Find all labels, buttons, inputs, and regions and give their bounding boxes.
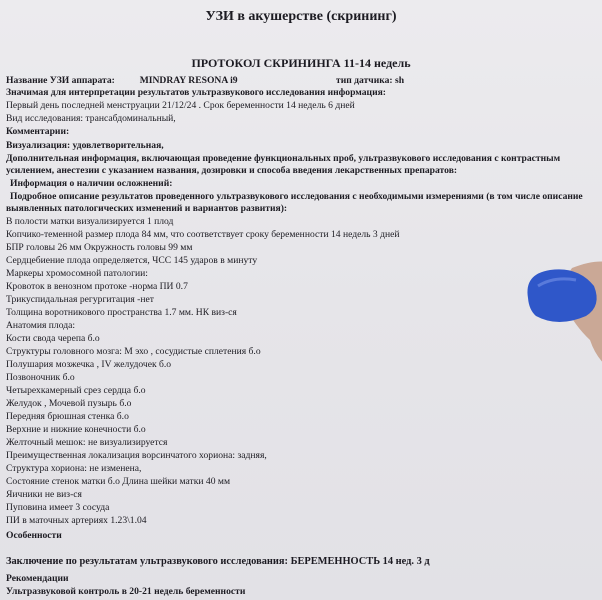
uterus-walls-line: Состояние стенок матки б.о Длина шейки матки 40 мм (6, 476, 231, 487)
detailed-description-line-1: Подробное описание результатов проведенного ультразвукового исследования с необходимыми измерениями (в том числе описание (10, 191, 583, 202)
device-row (6, 75, 238, 87)
recommendation-line: Ультразвуковой контроль в 20-21 недель беременности (6, 586, 246, 597)
protocol-title: ПРОТОКОЛ СКРИНИНГА 11-14 недель (191, 56, 411, 70)
detailed-description-line-2: выявленных патологических изменений и вариантов развития): (6, 203, 288, 214)
abdominal-wall-line: Передняя брюшная стенка б.о (6, 411, 129, 422)
umbilical-cord-line: Пуповина имеет 3 сосуда (6, 502, 110, 513)
limbs-line: Верхние и нижние конечности б.о (6, 424, 146, 435)
visualization-line: Визуализация: удовлетворительная, (6, 140, 164, 151)
additional-info-line-2: усилением, анестезии с указанием названия, дозировки и способа введения лекарственных препаратов: (6, 165, 458, 176)
cerebellum-line: Полушария мозжечка , IV желудочек б.о (6, 359, 172, 370)
additional-info-line-1: Дополнительная информация, включающая проведение функциональных проб, ультразвукового исследования с контрастным (6, 153, 561, 164)
markers-heading: Маркеры хромосомной патологии: (6, 268, 148, 279)
fetus-count: В полости матки визуализируется 1 плод (6, 216, 174, 227)
chorion-structure-line: Структура хориона: не изменена, (6, 463, 142, 474)
comments-heading: Комментарии: (6, 126, 70, 137)
skull-line: Кости свода черепа б.о (6, 333, 100, 344)
conclusion-line: Заключение по результатам ультразвукового исследования: БЕРЕМЕННОСТЬ 14 нед. 3 д (6, 556, 430, 567)
lmp-line: Первый день последней менструации 21/12/24 . Срок беременности 14 недель 6 дней (6, 100, 355, 111)
yolk-sac-line: Желточный мешок: не визуализируется (6, 437, 168, 448)
stomach-line: Желудок , Мочевой пузырь б.о (6, 398, 132, 409)
nt-line: Толщина воротникового пространства 1.7 мм. НК виз-ся (6, 307, 237, 318)
ductus-venosus-line: Кровоток в венозном протоке -норма ПИ 0.7 (6, 281, 188, 292)
brain-line: Структуры головного мозга: М эхо , сосудистые сплетения б.о (6, 346, 261, 357)
exam-type: Вид исследования: трансабдоминальный, (6, 113, 176, 124)
info-heading: Значимая для интерпретации результатов ультразвукового исследования информация: (6, 87, 386, 98)
device-value: MINDRAY RESONA i9 (139, 75, 238, 86)
heart-line: Четырехкамерный срез сердца б.о (6, 385, 146, 396)
heartbeat-line: Сердцебиение плода определяется, ЧСС 145 ударов в минуту (6, 255, 258, 266)
uterine-arteries-line: ПИ в маточных артериях 1.23\1.04 (6, 515, 147, 526)
document-title: УЗИ в акушерстве (скрининг) (205, 9, 397, 24)
chorion-location-line: Преимущественная локализация ворсинчатого хориона: задняя, (6, 450, 267, 461)
anatomy-heading: Анатомия плода: (6, 320, 76, 331)
spine-line: Позвоночник б.о (6, 372, 75, 383)
tricuspid-line: Трикуспидальная регургитация -нет (6, 294, 154, 305)
features-heading: Особенности (6, 530, 62, 541)
recommendations-heading: Рекомендации (6, 573, 69, 584)
device-label: Название УЗИ аппарата: (6, 75, 115, 86)
sensor-type: тип датчика: sh (336, 75, 405, 86)
complications-heading: Информация о наличии осложнений: (10, 178, 173, 189)
ovaries-line: Яичники не виз-ся (6, 489, 82, 500)
crl-line: Копчико-теменной размер плода 84 мм, что соответствует сроку беременности 14 недель 3 дней (6, 229, 400, 240)
bpd-line: БПР головы 26 мм Окружность головы 99 мм (6, 242, 193, 253)
